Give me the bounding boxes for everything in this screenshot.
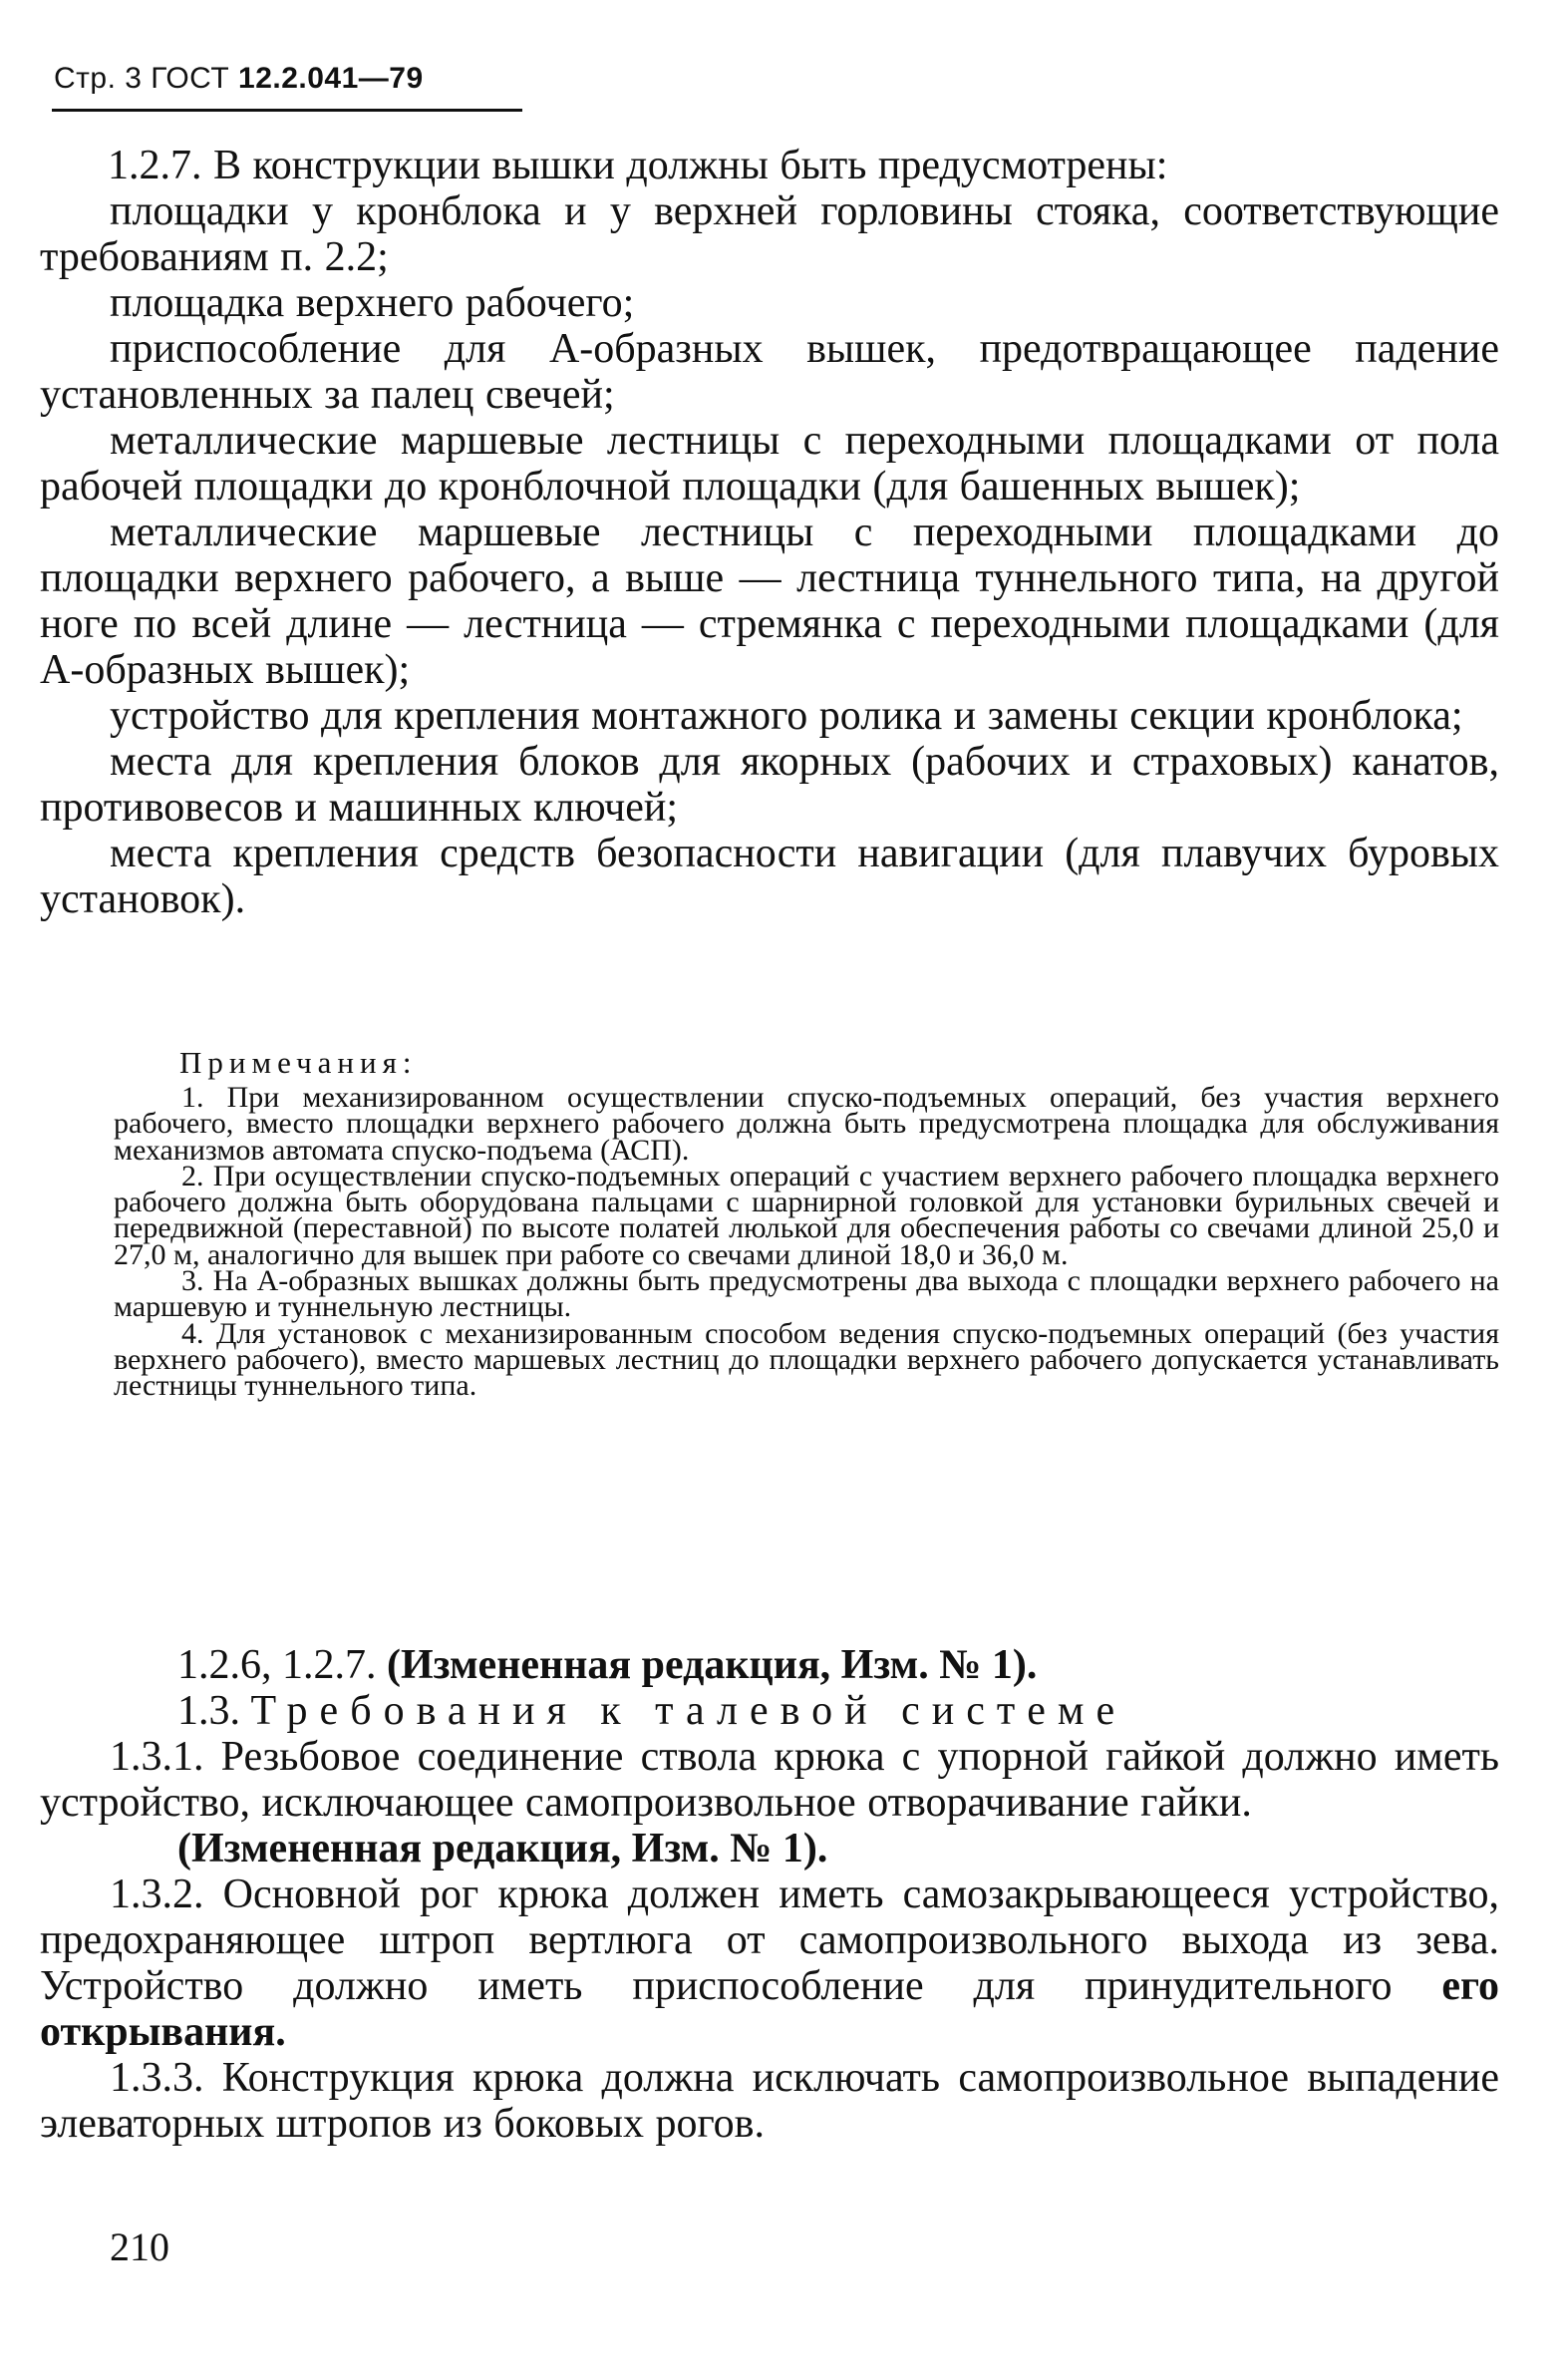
list-item: площадка верхнего рабочего; [110,280,635,326]
note-item: 2. При осуществлении спуско-подъемных операций с участием верхнего рабочего площадка верхнего рабочего должна быть оборудована пальцами с шарнирной головкой для установки бурильных свечей и передвижной (переставной) по высоте полатей люлькой для обеспечения работы со свечами длиной 25,0 и 27,0 м, аналогично для вышек при работе со свечами длиной 18,0 и 36,0 м. [114,1159,1499,1271]
page-number: 210 [110,2224,169,2269]
item-1-3-2-text: 1.3.2. Основной рог крюка должен иметь самозакрывающееся устройство, предохраняющее штроп вертлюга от самопроизвольного выхода из зева. Устройство должно иметь приспособление для принудительного [40,1871,1499,2009]
header-prefix: Стр. 3 ГОСТ [54,62,239,95]
item-1-3-2 [40,1871,1499,2055]
item-1-3-1: 1.3.1. Резьбовое соединение ствола крюка с упорной гайкой должно иметь устройство, исключающее самопроизвольное отворачивание гайки. [40,1734,1499,1826]
notes-title: Примечания: [179,1045,418,1080]
note-item: 4. Для установок с механизированным способом ведения спуско-подъемных операций (без участия верхнего рабочего), вместо маршевых лестниц до площадки верхнего рабочего допускается устанавливать лестницы туннельного типа. [114,1316,1499,1403]
list-item: приспособление для А-образных вышек, предотвращающее падение установленных за палец свечей; [40,326,1499,418]
item-1-3-2-bold-tail: его открывания. [40,1963,1499,2055]
section-1-3-heading [110,1688,1499,1734]
notes-block [114,1081,1499,1403]
list-item: устройство для крепления монтажного ролика и замены секции кронблока; [110,693,1463,739]
list-item: металлические маршевые лестницы с переходными площадками от пола рабочей площадки до кронблочной площадки (для башенных вышек); [40,418,1499,510]
section-1-2-7 [40,143,1499,922]
amendment-text: (Измененная редакция, Изм. № 1). [387,1642,1038,1688]
page-header [54,62,424,96]
item-1-3-3: 1.3.3. Конструкция крюка должна исключать самопроизвольное выпадение элеваторных штропов из боковых рогов. [40,2055,1499,2147]
list-item: места крепления средств безопасности навигации (для плавучих буровых установок). [40,831,1499,922]
header-rule [52,109,522,112]
note-item: 3. На А-образных вышках должны быть предусмотрены два выхода с площадки верхнего рабочего на маршевую и туннельную лестницы. [114,1264,1499,1324]
amendment-note-1 [110,1642,1499,1688]
note-item: 1. При механизированном осуществлении спуско-подъемных операций, без участия верхнего рабочего, вместо площадки верхнего рабочего должна быть предусмотрена площадка для обслуживания механизмов автомата спуско-подъема (АСП). [114,1081,1499,1167]
list-item: металлические маршевые лестницы с переходными площадками до площадки верхнего рабочего, а выше — лестница туннельного типа, на другой ноге по всей длине — лестница — стремянка с переходными площадками (для А-образных вышек); [40,510,1499,693]
section-1-3-number: 1.3. [177,1688,251,1734]
section-1-3 [40,1642,1499,2147]
header-standard-code: 12.2.041—79 [238,62,424,95]
section-1-3-title: Требования к талевой системе [250,1688,1127,1734]
list-item: площадки у кронблока и у верхней горловины стояка, соответствующие требованиям п. 2.2; [40,188,1499,280]
section-1-2-7-intro: 1.2.7. В конструкции вышки должны быть предусмотрены: [108,143,1168,188]
amendment-ref: 1.2.6, 1.2.7. [177,1642,387,1688]
list-item: места для крепления блоков для якорных (рабочих и страховых) канатов, противовесов и машинных ключей; [40,739,1499,831]
amendment-note-2: (Измененная редакция, Изм. № 1). [177,1826,828,1871]
